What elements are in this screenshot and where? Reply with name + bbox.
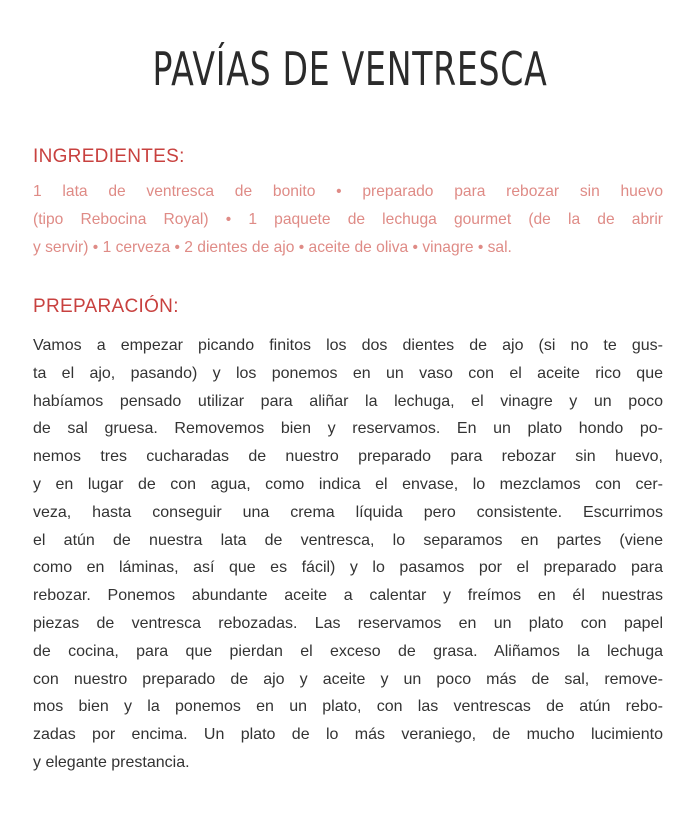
recipe-title: PAVÍAS DE VENTRESCA <box>152 42 548 96</box>
preparation-line: y en lugar de con agua, como indica el envase, lo mezclamos con cer- <box>33 475 663 493</box>
preparation-line: mos bien y la ponemos en un plato, con las ventrescas de atún rebo- <box>33 698 663 716</box>
preparation-line: piezas de ventresca rebozadas. Las reservamos en un plato con papel <box>33 614 663 632</box>
preparation-line: con nuestro preparado de ajo y aceite y un poco más de sal, remove- <box>33 670 663 688</box>
preparation-line: como en láminas, así que es fácil) y lo pasamos por el preparado para <box>33 559 663 577</box>
ingredients-line: 1 lata de ventresca de bonito • preparado para rebozar sin huevo <box>33 183 663 200</box>
ingredients-line: (tipo Rebocina Royal) • 1 paquete de lechuga gourmet (de la de abrir <box>33 211 663 228</box>
preparation-line: nemos tres cucharadas de nuestro preparado para rebozar sin huevo, <box>33 448 663 466</box>
preparation-line: y elegante prestancia. <box>33 753 190 771</box>
preparation-line: Vamos a empezar picando finitos los dos dientes de ajo (si no te gus- <box>33 337 663 354</box>
preparation-line: rebozar. Ponemos abundante aceite a calentar y freímos en él nuestras <box>33 587 663 605</box>
ingredients-line: y servir) • 1 cerveza • 2 dientes de ajo • aceite de oliva • vinagre • sal. <box>33 239 512 256</box>
preparation-line: veza, hasta conseguir una crema líquida pero consistente. Escurrimos <box>33 503 663 521</box>
preparation-line: el atún de nuestra lata de ventresca, lo separamos en partes (viene <box>33 531 663 549</box>
preparation-heading: PREPARACIÓN: <box>33 296 179 317</box>
ingredients-heading: INGREDIENTES: <box>33 146 185 167</box>
preparation-line: de sal gruesa. Removemos bien y reservamos. En un plato hondo po- <box>33 420 663 438</box>
preparation-text <box>33 332 663 777</box>
ingredients-text <box>33 178 663 262</box>
preparation-line: habíamos pensado utilizar para aliñar la lechuga, el vinagre y un poco <box>33 392 663 410</box>
preparation-line: ta el ajo, pasando) y los ponemos en un vaso con el aceite rico que <box>33 364 663 382</box>
preparation-line: zadas por encima. Un plato de lo más veraniego, de mucho lucimiento <box>33 726 663 744</box>
preparation-line: de cocina, para que pierdan el exceso de grasa. Aliñamos la lechuga <box>33 642 663 660</box>
